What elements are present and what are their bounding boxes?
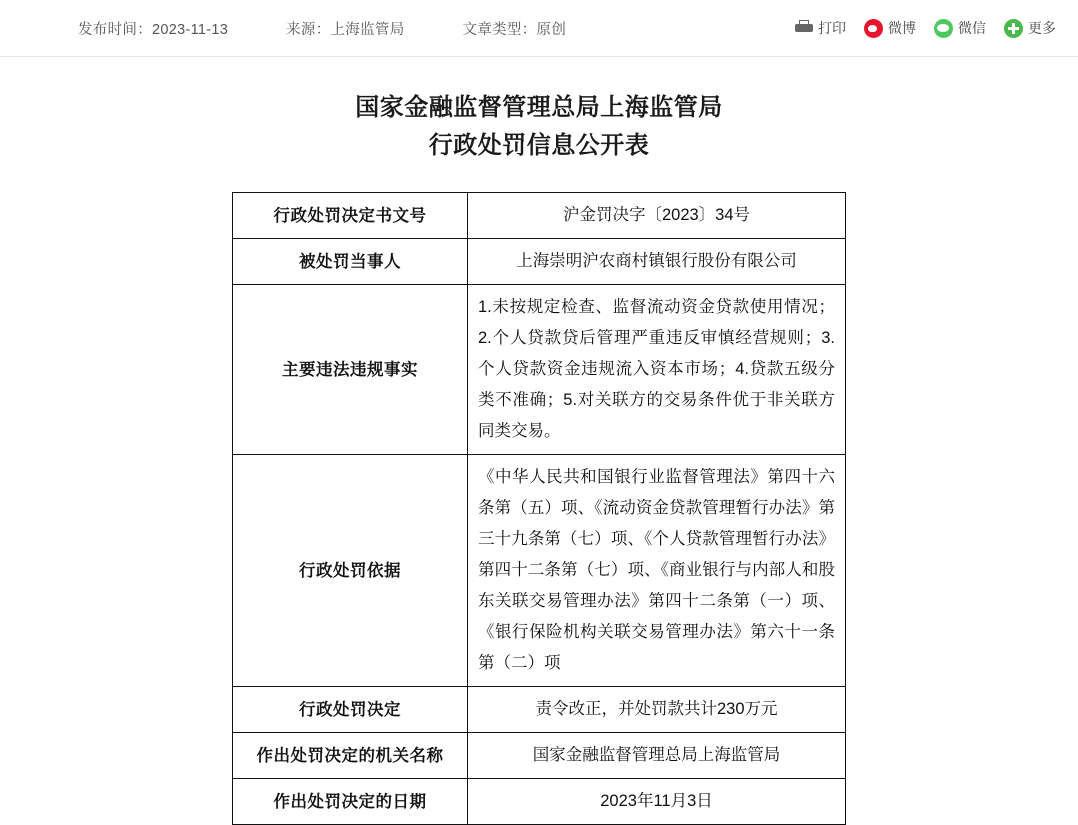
weibo-icon: [864, 19, 883, 38]
title-line-1: 国家金融监督管理总局上海监管局: [355, 93, 723, 121]
table-row: [233, 455, 846, 687]
row-value-party: 上海崇明沪农商村镇银行股份有限公司: [468, 239, 846, 285]
article-source: 来源：上海监管局: [286, 21, 405, 38]
print-label: 打印: [818, 20, 846, 36]
article-meta-bar: [0, 0, 1078, 57]
more-label: 更多: [1028, 20, 1056, 36]
article-type: 文章类型：原创: [462, 21, 567, 38]
table-row: [233, 733, 846, 779]
row-value-basis: 《中华人民共和国银行业监督管理法》第四十六条第（五）项、《流动资金贷款管理暂行办法》第三十九条第（七）项、《个人贷款管理暂行办法》第四十二条第（七）项、《商业银行与内部人和股东关联交易管理办法》第四十二条第（一）项、《银行保险机构关联交易管理办法》第六十一条第（二）项: [468, 455, 846, 687]
row-value-decision: 责令改正，并处罚款共计230万元: [468, 687, 846, 733]
share-wechat-button[interactable]: [934, 18, 986, 38]
share-toolbar: [795, 18, 1056, 38]
penalty-table-wrapper: [232, 192, 846, 825]
table-row: [233, 285, 846, 455]
row-label-authority: 作出处罚决定的机关名称: [233, 733, 468, 779]
row-label-facts: 主要违法违规事实: [233, 285, 468, 455]
publish-time: 发布时间：2023-11-13: [78, 21, 229, 38]
plus-icon: [1004, 19, 1023, 38]
row-value-date: 2023年11月3日: [468, 779, 846, 825]
penalty-info-table: [232, 192, 846, 825]
table-row: [233, 687, 846, 733]
table-row: [233, 779, 846, 825]
row-label-decision-number: 行政处罚决定书文号: [233, 193, 468, 239]
row-label-date: 作出处罚决定的日期: [233, 779, 468, 825]
table-row: [233, 193, 846, 239]
row-label-decision: 行政处罚决定: [233, 687, 468, 733]
wechat-label: 微信: [958, 20, 986, 36]
weibo-label: 微博: [888, 20, 916, 36]
row-value-decision-number: 沪金罚决字〔2023〕34号: [468, 193, 846, 239]
wechat-icon: [934, 19, 953, 38]
title-line-2: 行政处罚信息公开表: [428, 131, 650, 159]
row-value-facts: 1.未按规定检查、监督流动资金贷款使用情况；2.个人贷款贷后管理严重违反审慎经营规则；3.个人贷款资金违规流入资本市场；4.贷款五级分类不准确；5.对关联方的交易条件优于非关联方同类交易。: [468, 285, 846, 455]
share-weibo-button[interactable]: [864, 18, 916, 38]
printer-icon: [795, 20, 813, 36]
table-row: [233, 239, 846, 285]
row-label-basis: 行政处罚依据: [233, 455, 468, 687]
row-label-party: 被处罚当事人: [233, 239, 468, 285]
row-value-authority: 国家金融监督管理总局上海监管局: [468, 733, 846, 779]
share-more-button[interactable]: [1004, 18, 1056, 38]
print-button[interactable]: [795, 18, 846, 38]
page-title: [0, 88, 1078, 164]
